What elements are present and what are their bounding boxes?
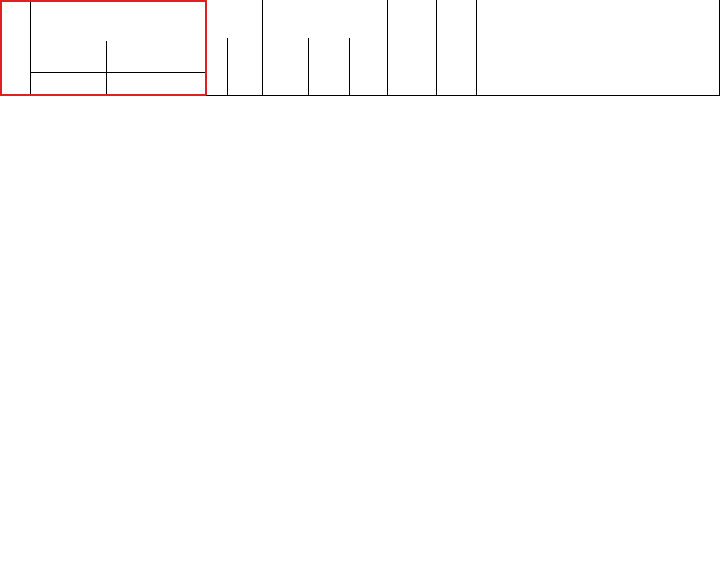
final-rounded-header[interactable]: [437, 0, 477, 96]
teacher-cell[interactable]: [31, 73, 107, 96]
test-header[interactable]: [263, 0, 388, 38]
title-cell[interactable]: [31, 0, 206, 41]
exam-cell[interactable]: [107, 73, 206, 96]
header-blank-a[interactable]: [0, 0, 31, 96]
sem-header[interactable]: [206, 0, 263, 38]
grade-header[interactable]: [228, 38, 263, 96]
course-cell[interactable]: [31, 41, 107, 73]
date-cell[interactable]: [107, 41, 206, 73]
real-grade-max[interactable]: [309, 74, 350, 96]
pts-header[interactable]: [206, 38, 228, 74]
observations-header[interactable]: [477, 0, 720, 96]
pts-max[interactable]: [206, 74, 228, 96]
final-real-header[interactable]: [388, 0, 437, 96]
real-grade-header[interactable]: [309, 38, 350, 74]
rounded-grade-header[interactable]: [350, 38, 388, 96]
errors-header[interactable]: [263, 38, 309, 96]
